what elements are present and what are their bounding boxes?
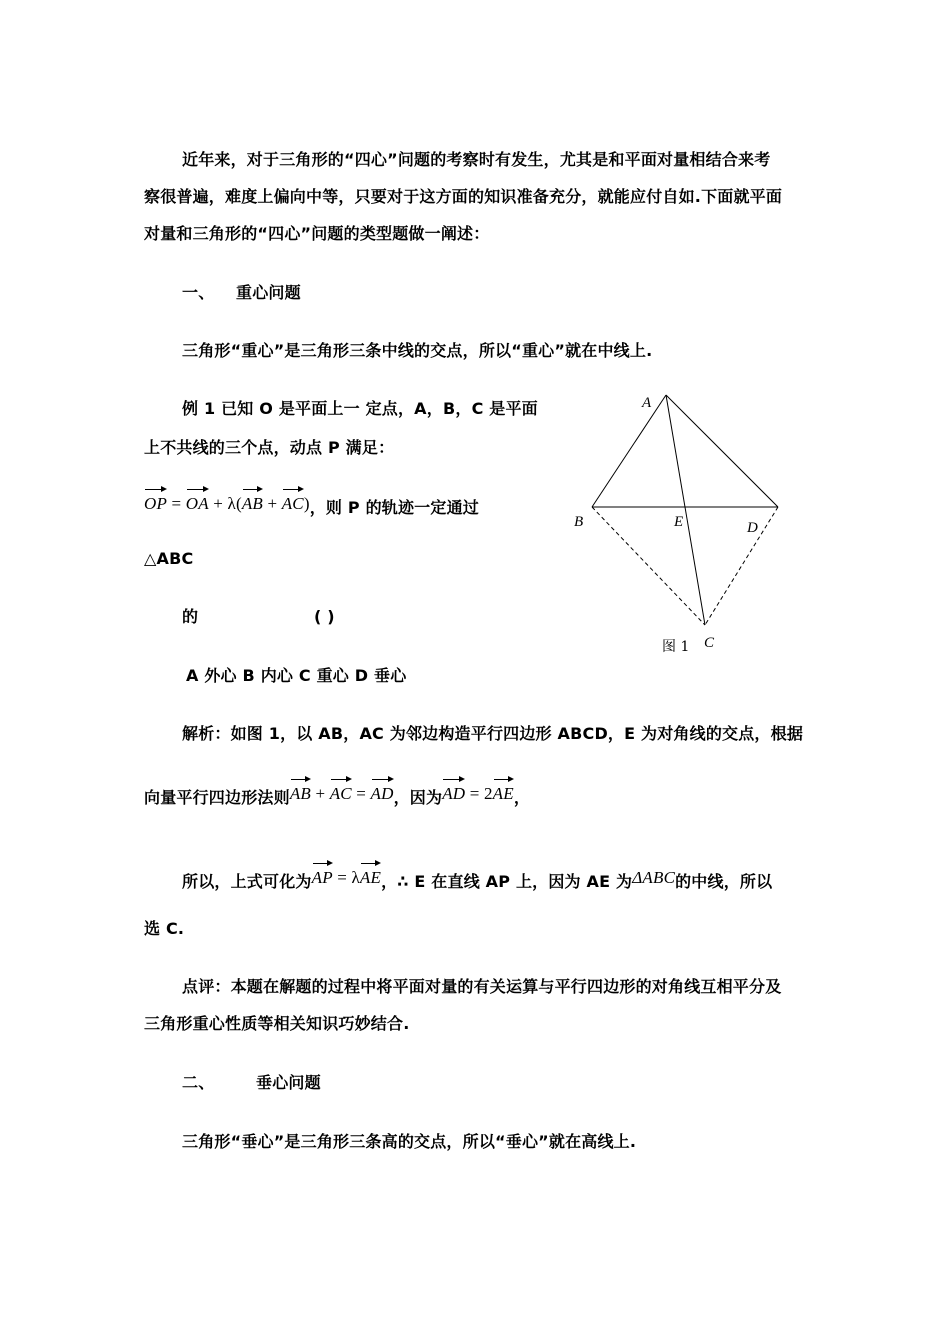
solution-line-4: 选 C. (144, 919, 185, 938)
intro-line-1: 近年来，对于三角形的“四心”问题的考察时有发生，尤其是和平面对量相结合来考 (182, 150, 771, 169)
vector-op: OP (144, 486, 167, 515)
intro-line-2: 察很普遍，难度上偏向中等，只要对于这方面的知识准备充分，就能应付自如.下面就平面 (144, 187, 783, 206)
point-d-label: D (747, 520, 758, 536)
section-1-title: 重心问题 (236, 283, 301, 302)
solution-line-2: 向量平行四边形法则AB + AC = AD，因为AD = 2AE， (144, 780, 530, 809)
side-dc (705, 507, 778, 625)
section-2-definition: 三角形“垂心”是三角形三条高的交点，所以“垂心”就在高线上. (182, 1132, 637, 1151)
vector-condition-formula: OP = OA + λ(AB + AC) (144, 486, 310, 515)
parallelogram-diagram (560, 385, 800, 655)
solution-line-1: 解析：如图 1，以 AB，AC 为邻边构造平行四边形 ABCD，E 为对角线的交点，根据 (182, 724, 804, 743)
point-e-label: E (674, 514, 684, 530)
point-b-label: B (574, 514, 584, 530)
example-1-line-3-tail: ，则 P 的轨迹一定通过 (309, 498, 479, 517)
vector-oa: OA (186, 486, 209, 515)
comment-line-1: 点评：本题在解题的过程中将平面对量的有关运算与平行四边形的对角线互相平分及 (182, 977, 782, 996)
section-2-title: 垂心问题 (256, 1073, 321, 1092)
example-1-line-1: 例 1 已知 O 是平面上一 定点，A，B，C 是平面 (182, 399, 538, 418)
example-1-de: 的 (182, 607, 199, 626)
section-2-number: 二、 (182, 1073, 215, 1092)
ap-equals-lambda-ae-formula: AP = λAE (312, 860, 381, 889)
side-ab (592, 395, 666, 507)
section-1-number: 一、 (182, 283, 215, 302)
parallelogram-rule-formula: AB + AC = AD (290, 776, 394, 805)
example-1-formula-line (144, 490, 479, 519)
answer-choices: A 外心 B 内心 C 重心 D 垂心 (186, 666, 407, 685)
vector-ab: AB (242, 486, 263, 515)
triangle-abc-label: △ABC (144, 549, 194, 568)
comment-line-2: 三角形重心性质等相关知识巧妙结合. (144, 1014, 410, 1033)
figure-1 (560, 385, 800, 659)
point-a-label: A (642, 395, 652, 411)
vector-ac: AC (282, 486, 304, 515)
example-1-line-2: 上不共线的三个点，动点 P 满足： (144, 438, 395, 457)
solution-line-3: 所以，上式可化为AP = λAE，∴ E 在直线 AP 上，因为 AE 为ΔABC的中线，所以 (182, 864, 772, 893)
side-ad (666, 395, 778, 507)
ad-equals-2ae-formula: AD = 2AE (442, 776, 514, 805)
section-1-definition: 三角形“重心”是三角形三条中线的交点，所以“重心”就在中线上. (182, 341, 653, 360)
intro-line-3: 对量和三角形的“四心”问题的类型题做一阐述： (144, 224, 490, 243)
answer-blank: ( ) (314, 607, 335, 626)
figure-caption: 图 1 (662, 639, 690, 655)
triangle-abc-symbol: ΔABC (632, 868, 676, 887)
point-c-label: C (704, 635, 715, 651)
